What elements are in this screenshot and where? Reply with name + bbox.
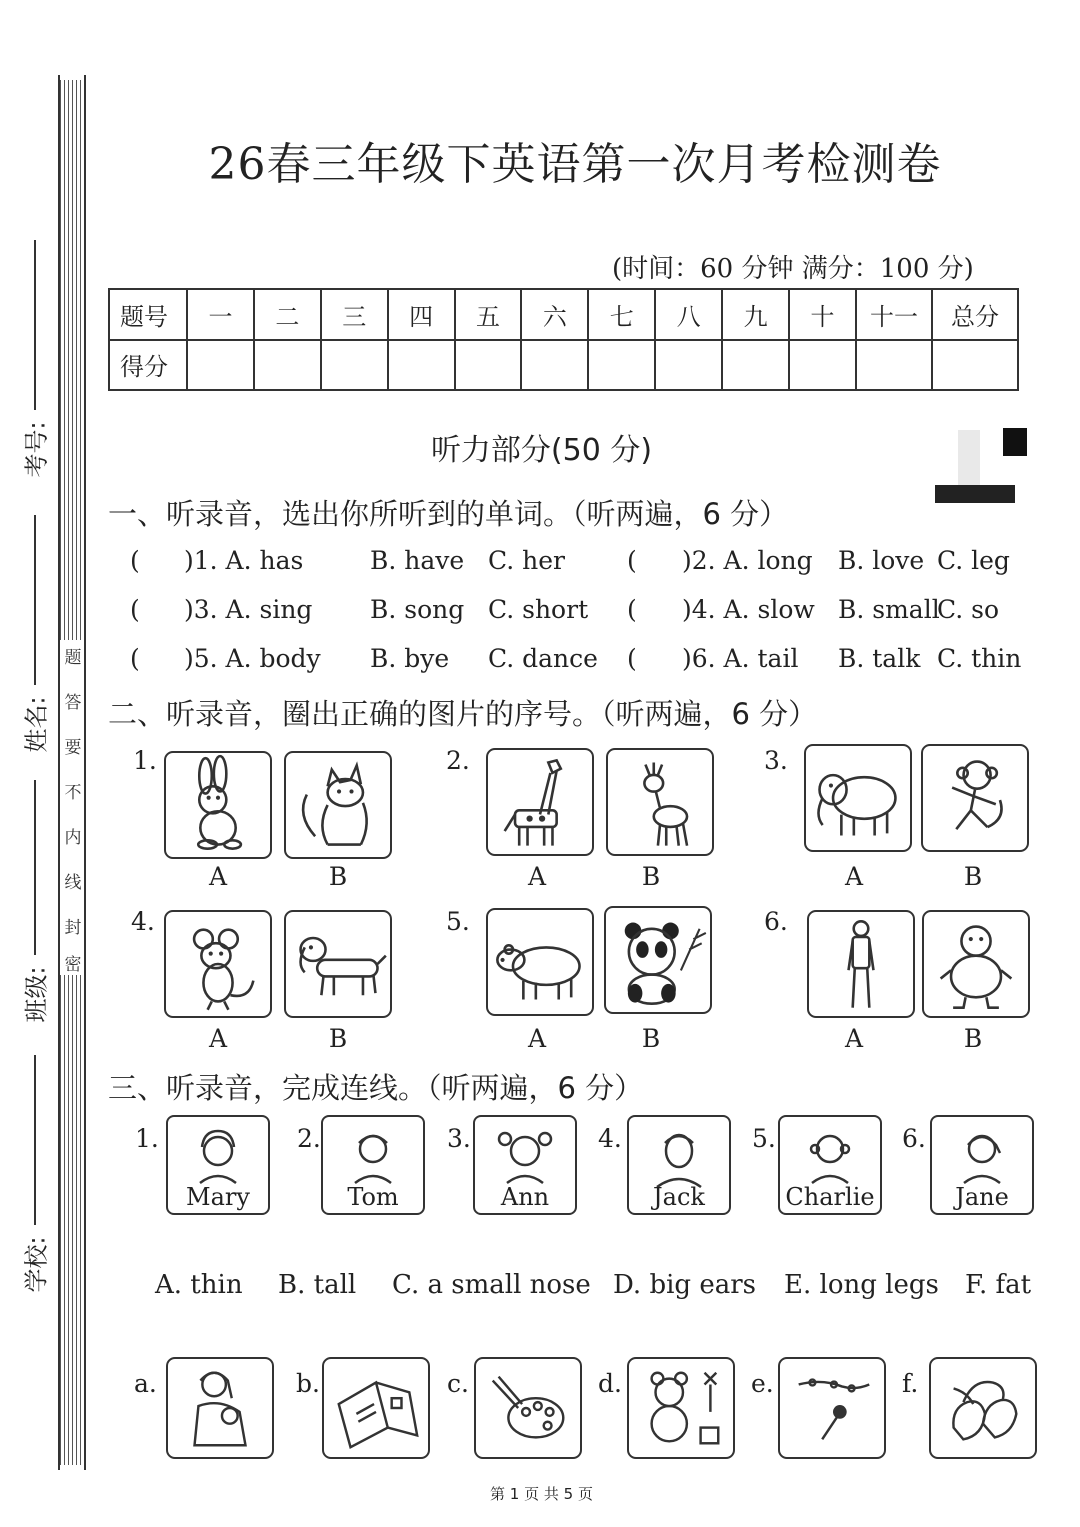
- label-a: A: [527, 1024, 547, 1053]
- picture-letter: e.: [751, 1369, 774, 1398]
- item-number: 1.: [133, 746, 157, 775]
- bear-icon[interactable]: [486, 908, 594, 1016]
- picture-letter: d.: [598, 1369, 622, 1398]
- binding-line-inner: [84, 75, 86, 1470]
- label-a: A: [208, 1024, 228, 1053]
- person-card-jane[interactable]: [930, 1115, 1034, 1215]
- answer-paren: (: [627, 595, 637, 624]
- label-b: B: [963, 862, 983, 891]
- mouse-icon[interactable]: [164, 910, 272, 1018]
- school-rule: [34, 1055, 36, 1225]
- seal-char: 密: [64, 955, 82, 975]
- section1-title: 一、听录音，选出你所听到的单词。（听两遍，6 分）: [108, 497, 789, 531]
- person-number: 3.: [447, 1124, 471, 1153]
- mother-child-icon[interactable]: [166, 1357, 274, 1459]
- question-4: )4. A. slow: [682, 595, 815, 624]
- score-cell[interactable]: [187, 340, 254, 391]
- fat-man-icon[interactable]: [922, 910, 1030, 1018]
- table-header-cell: 四: [388, 289, 455, 340]
- option-c: C. dance: [488, 644, 598, 673]
- table-header-cell: 十: [789, 289, 856, 340]
- seal-char: 答: [64, 693, 82, 713]
- table-header-cell: 二: [254, 289, 321, 340]
- palette-icon[interactable]: [474, 1357, 582, 1459]
- option-c: C. thin: [937, 644, 1022, 673]
- person-name: Charlie: [785, 1183, 875, 1211]
- item-number: 3.: [764, 746, 788, 775]
- person-name: Tom: [347, 1183, 399, 1211]
- person-card-ann[interactable]: [473, 1115, 577, 1215]
- item-number: 4.: [131, 907, 155, 936]
- option-c: C. short: [488, 595, 589, 624]
- table-header-cell: 总分: [932, 289, 1018, 340]
- dog-icon[interactable]: [284, 910, 392, 1018]
- question-2: )2. A. long: [682, 546, 813, 575]
- listening-part-title: 听力部分(50 分): [430, 433, 653, 468]
- table-header-cell: 六: [521, 289, 588, 340]
- picture-letter: c.: [447, 1369, 469, 1398]
- person-number: 6.: [902, 1124, 926, 1153]
- answer-paren: (: [130, 595, 140, 624]
- book-icon[interactable]: [322, 1357, 430, 1459]
- person-card-tom[interactable]: [321, 1115, 425, 1215]
- seal-char: 封: [64, 918, 82, 938]
- score-cell[interactable]: [455, 340, 522, 391]
- person-card-mary[interactable]: [166, 1115, 270, 1215]
- section3-title: 三、听录音，完成连线。（听两遍，6 分）: [108, 1071, 644, 1105]
- label-a: A: [527, 862, 547, 891]
- seal-char: 要: [64, 738, 82, 758]
- table-header-cell: 十一: [856, 289, 932, 340]
- person-card-charlie[interactable]: [778, 1115, 882, 1215]
- person-name: Jack: [653, 1183, 705, 1211]
- table-header-cell: 三: [321, 289, 388, 340]
- exam-number-label: 考号:: [22, 421, 51, 478]
- score-table-header-row: [109, 289, 1018, 340]
- seal-char: 内: [64, 828, 82, 848]
- label-b: B: [641, 1024, 661, 1053]
- person-name: Mary: [186, 1183, 250, 1211]
- option-b: B. bye: [370, 644, 450, 673]
- elephant-icon[interactable]: [804, 744, 912, 852]
- answer-paren: (: [130, 546, 140, 575]
- deer-icon[interactable]: [606, 748, 714, 856]
- table-row-label: 得分: [109, 340, 187, 391]
- score-cell[interactable]: [856, 340, 932, 391]
- table-header-cell: 八: [655, 289, 722, 340]
- person-card-jack[interactable]: [627, 1115, 731, 1215]
- seal-char: 不: [64, 783, 82, 803]
- score-cell[interactable]: [321, 340, 388, 391]
- table-header-cell: 题号: [109, 289, 187, 340]
- table-header-cell: 五: [455, 289, 522, 340]
- option-b: B. love: [838, 546, 925, 575]
- time-info: (时间：60 分钟 满分：100 分): [612, 254, 974, 284]
- cat-icon[interactable]: [284, 751, 392, 859]
- name-rule: [34, 515, 36, 685]
- page-title: 26春三年级下英语第一次月考检测卷: [208, 139, 942, 190]
- item-number: 2.: [446, 746, 470, 775]
- picture-letter: b.: [296, 1369, 320, 1398]
- picture-letter: a.: [134, 1369, 157, 1398]
- option-c: C. leg: [937, 546, 1010, 575]
- person-number: 5.: [752, 1124, 776, 1153]
- label-b: B: [328, 1024, 348, 1053]
- item-number: 6.: [764, 907, 788, 936]
- score-table: [108, 288, 1019, 391]
- score-cell[interactable]: [388, 340, 455, 391]
- microphone-icon[interactable]: [778, 1357, 886, 1459]
- option-c: C. her: [488, 546, 565, 575]
- picture-letter: f.: [902, 1369, 919, 1398]
- label-b: B: [328, 862, 348, 891]
- score-table-score-row: [109, 340, 1018, 391]
- answer-paren: (: [627, 644, 637, 673]
- score-cell[interactable]: [722, 340, 789, 391]
- binding-hatch-bottom: [60, 975, 82, 1465]
- option-c: C. a small nose: [392, 1270, 591, 1300]
- giraffe-icon[interactable]: [486, 748, 594, 856]
- school-label: 学校:: [22, 1236, 51, 1293]
- rabbit-icon[interactable]: [164, 751, 272, 859]
- class-label: 班级:: [22, 966, 51, 1023]
- score-cell[interactable]: [521, 340, 588, 391]
- toys-icon[interactable]: [627, 1357, 735, 1459]
- person-number: 2.: [297, 1124, 321, 1153]
- item-number: 5.: [446, 907, 470, 936]
- person-number: 1.: [135, 1124, 159, 1153]
- panda-icon[interactable]: [604, 906, 712, 1014]
- label-a: A: [844, 1024, 864, 1053]
- option-e: E. long legs: [784, 1270, 939, 1300]
- person-number: 4.: [598, 1124, 622, 1153]
- seal-char: 线: [64, 873, 82, 893]
- label-b: B: [963, 1024, 983, 1053]
- score-cell[interactable]: [789, 340, 856, 391]
- seal-char: 题: [64, 648, 82, 668]
- question-6: )6. A. tail: [682, 644, 799, 673]
- label-a: A: [844, 862, 864, 891]
- person-name: Ann: [500, 1183, 550, 1211]
- option-f: F. fat: [965, 1270, 1032, 1300]
- option-b: B. have: [370, 546, 465, 575]
- score-cell[interactable]: [932, 340, 1018, 391]
- option-a: A. thin: [155, 1270, 243, 1300]
- name-label: 姓名:: [22, 696, 51, 753]
- option-d: D. big ears: [613, 1270, 756, 1300]
- option-c: C. so: [937, 595, 1000, 624]
- answer-paren: (: [627, 546, 637, 575]
- answer-paren: (: [130, 644, 140, 673]
- score-cell[interactable]: [655, 340, 722, 391]
- option-b: B. song: [370, 595, 465, 624]
- section2-title: 二、听录音，圈出正确的图片的序号。（听两遍，6 分）: [108, 697, 818, 731]
- question-1: )1. A. has: [184, 546, 304, 575]
- table-header-cell: 九: [722, 289, 789, 340]
- option-b: B. tall: [278, 1270, 357, 1300]
- option-b: B. talk: [838, 644, 921, 673]
- table-header-cell: 一: [187, 289, 254, 340]
- score-cell[interactable]: [254, 340, 321, 391]
- monkey-icon[interactable]: [921, 744, 1029, 852]
- person-name: Jane: [955, 1183, 1009, 1211]
- label-b: B: [641, 862, 661, 891]
- page-footer: 第 1 页 共 5 页: [490, 1485, 593, 1503]
- label-a: A: [208, 862, 228, 891]
- thin-man-icon[interactable]: [807, 910, 915, 1018]
- exam-number-rule: [34, 240, 36, 410]
- score-cell[interactable]: [588, 340, 655, 391]
- ballet-shoes-icon[interactable]: [929, 1357, 1037, 1459]
- class-rule: [34, 780, 36, 955]
- table-header-cell: 七: [588, 289, 655, 340]
- question-5: )5. A. body: [184, 644, 321, 673]
- question-3: )3. A. sing: [184, 595, 313, 624]
- scan-artifact: [935, 485, 1015, 503]
- option-b: B. small: [838, 595, 940, 624]
